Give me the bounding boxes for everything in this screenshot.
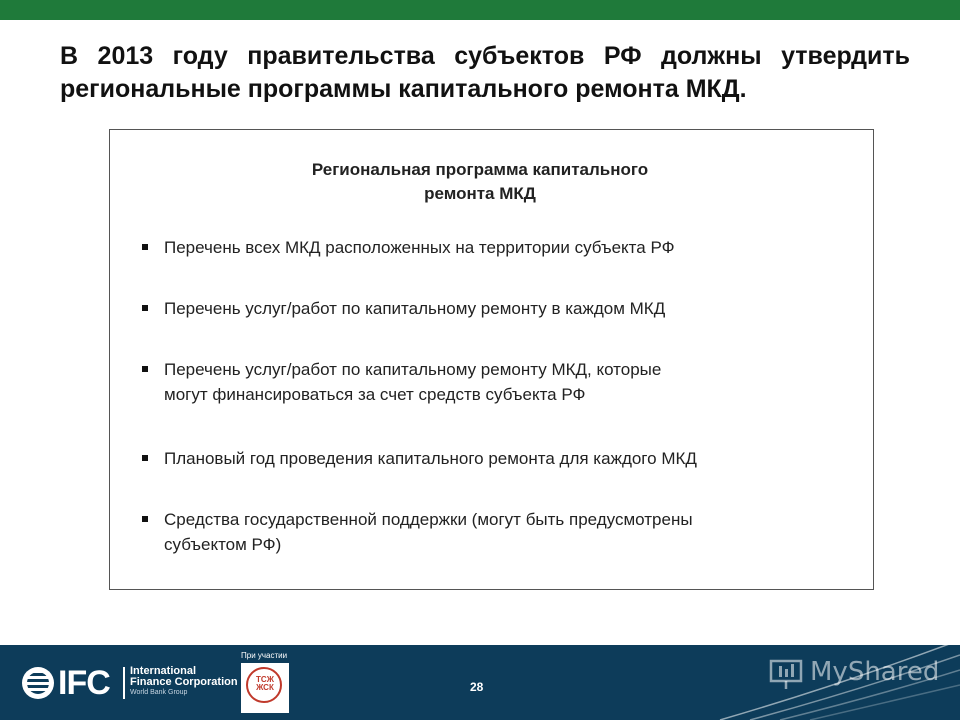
top-accent-bar [0, 0, 960, 20]
partner-logo-line-2: ЖСК [256, 683, 274, 692]
partner-logo-line-1: ТСЖ [256, 675, 274, 684]
watermark-text: MyShared [810, 657, 940, 687]
list-item-text: Перечень всех МКД расположенных на территории субъекта РФ [164, 238, 675, 257]
list-item-text: субъектом РФ) [164, 535, 282, 554]
presentation-icon [768, 659, 804, 691]
globe-icon [22, 667, 54, 699]
list-item-text: Перечень услуг/работ по капитальному ремонту в каждом МКД [164, 299, 666, 318]
ifc-name-line-2: Finance Corporation [130, 676, 238, 688]
list-item-text: Средства государственной поддержки (могут быть предусмотрены [164, 510, 693, 529]
list-item-text: могут финансироваться за счет средств субъекта РФ [164, 385, 586, 404]
ifc-group: World Bank Group [130, 689, 188, 696]
ifc-abbr: IFC [58, 664, 110, 702]
slide-title [60, 40, 910, 106]
program-box-title-line-2: ремонта МКД [424, 184, 536, 203]
square-bullet-icon [142, 455, 148, 461]
square-bullet-icon [142, 305, 148, 311]
list-item-text: Плановый год проведения капитального ремонта для каждого МКД [164, 449, 697, 468]
page-number: 28 [470, 680, 484, 694]
partner-caption: При участии [241, 651, 288, 660]
program-box-title [110, 158, 850, 206]
partner-logo-text [241, 676, 289, 692]
square-bullet-icon [142, 244, 148, 250]
program-box-title-line-1: Региональная программа капитального [311, 160, 649, 179]
slide-title-line-1: В 2013 году правительства субъектов РФ должны утвердить [60, 42, 910, 70]
program-box [109, 129, 874, 590]
logo-divider [123, 667, 125, 699]
footer [0, 645, 960, 720]
slide-title-line-2: региональные программы капитального ремонта МКД. [60, 75, 747, 103]
list-item-text: Перечень услуг/работ по капитальному ремонту МКД, которые [164, 360, 662, 379]
square-bullet-icon [142, 516, 148, 522]
ifc-name-line-1: International [130, 665, 197, 677]
partner-logo [241, 663, 289, 713]
square-bullet-icon [142, 366, 148, 372]
